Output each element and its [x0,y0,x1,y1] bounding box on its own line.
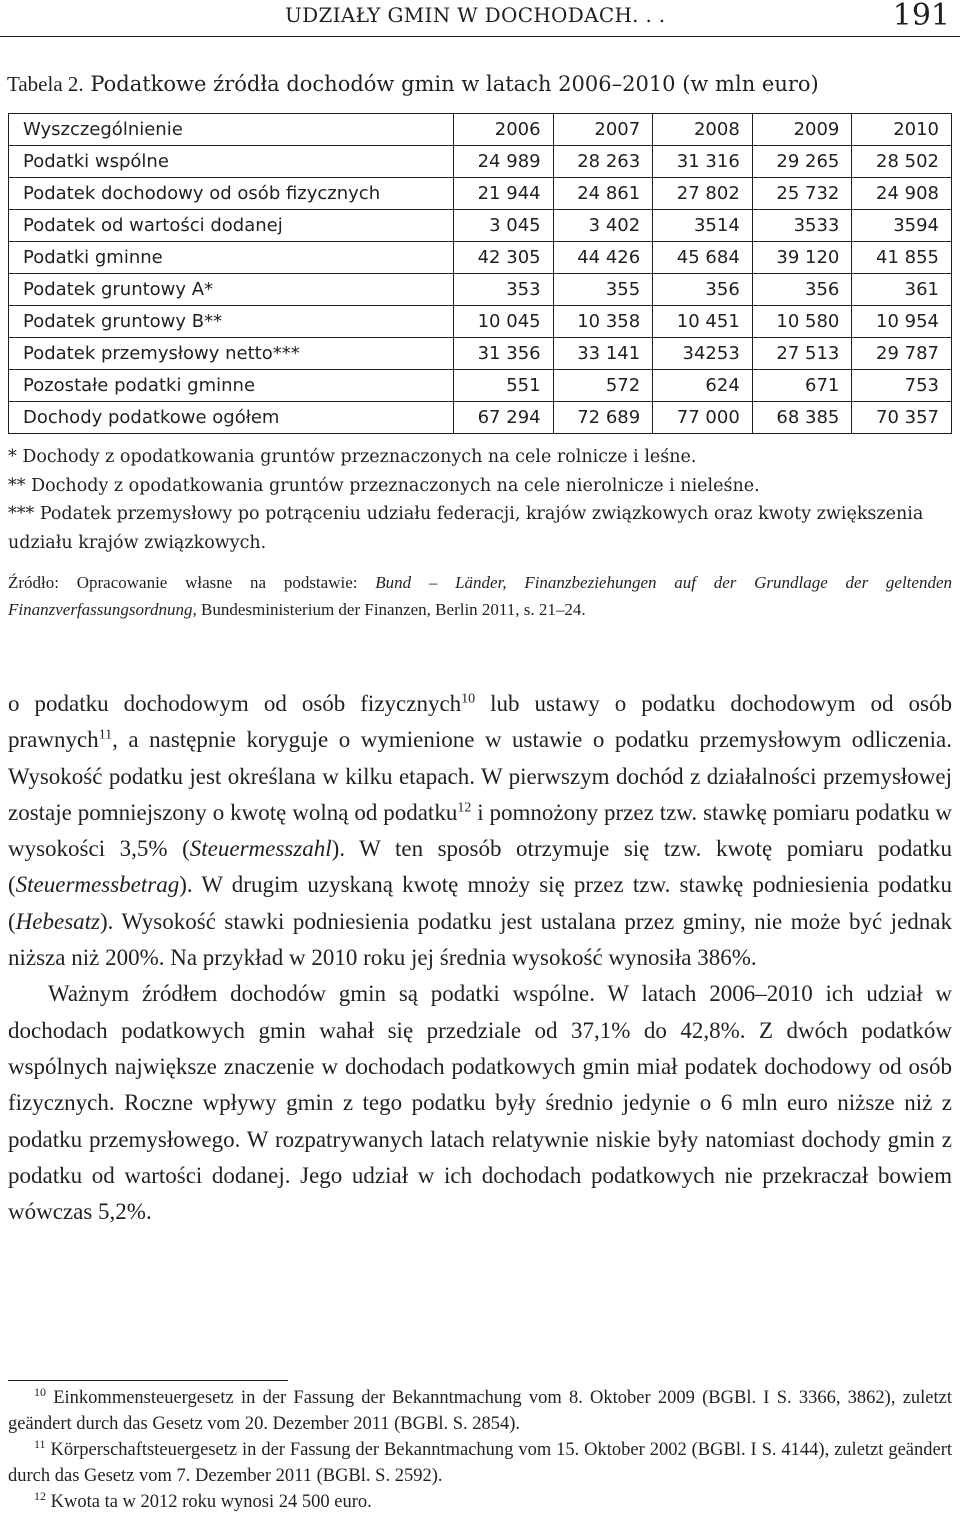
table-cell: 68 385 [752,402,852,434]
source-prefix: Źródło: Opracowanie własne na podstawie: [8,573,358,592]
row-label: Podatek przemysłowy netto*** [9,338,454,370]
table-row [9,402,952,434]
footnote [8,1385,952,1437]
table-cell: 34253 [653,338,753,370]
table-cell: 3533 [752,210,852,242]
row-label: Podatki wspólne [9,146,454,178]
footnote-text: Einkommensteuergesetz in der Fassung der Bekanntmachung vom 8. Oktober 2009 (BGBl. I S. 3366, 3862), zuletzt geändert durch das Gesetz vom 20. Dezember 2011 (BGBl. S. 2854). [8,1388,952,1434]
footnote-number: 10 [34,1384,46,1399]
header-rule [0,36,960,37]
table-cell: 24 989 [454,146,554,178]
table-cell: 356 [653,274,753,306]
footnotes [8,1385,952,1515]
text-run: , a następnie koryguje o wymienione w ustawie o podatku przemysłowym odliczenia. Wysokość podatku jest określana w kilku etapach. W pierwszym dochód z działalności przemysłowej zostaje pomniejszony o kwotę wolną od podatku [8,727,952,825]
table-cell: 21 944 [454,178,554,210]
text-run: ). W ten sposób otrzymuje się tzw. kwotę pomiaru podatku ( [8,836,952,898]
footnote-number: 11 [34,1436,46,1451]
column-header: 2008 [653,114,753,146]
table-cell: 29 787 [852,338,952,370]
table-cell: 39 120 [752,242,852,274]
row-label: Podatki gminne [9,242,454,274]
table-cell: 753 [852,370,952,402]
table-row [9,274,952,306]
table-cell: 3514 [653,210,753,242]
text-run: i pomnożony przez tzw. stawkę pomiaru podatku w wysokości 3,5% ( [8,799,952,862]
table-note: ** Dochody z opodatkowania gruntów przeznaczonych na cele nierolnicze i nieleśne. [8,475,760,496]
source-suffix: , Bundesministerium der Finanzen, Berlin 2011, s. 21–24. [192,600,586,619]
table-row [9,242,952,274]
table-cell: 551 [454,370,554,402]
table-cell: 3594 [852,210,952,242]
footnote-ref[interactable]: 11 [98,727,113,743]
table-row [9,178,952,210]
table-cell: 28 502 [852,146,952,178]
table-row [9,370,952,402]
footnote-text: Kwota ta w 2012 roku wynosi 24 500 euro. [50,1492,372,1512]
body-text [8,686,952,1230]
table-cell: 45 684 [653,242,753,274]
table-caption-text: Podatkowe źródła dochodów gmin w latach 2006–2010 (w mln euro) [90,72,819,96]
page-number: 191 [892,0,950,33]
footnote [8,1489,952,1515]
table-cell: 572 [553,370,653,402]
table-cell: 31 356 [454,338,554,370]
row-label: Pozostałe podatki gminne [9,370,454,402]
italic-term: Steuermesszahl [189,836,332,862]
table-cell: 44 426 [553,242,653,274]
text-run: ). Wysokość stawki podniesienia podatku jest ustalana przez gminy, nie może być jednak niższa niż 200%. Na przykład w 2010 roku jej średnia wysokość wynosiła 386%. [8,908,952,971]
column-header: Wyszczególnienie [9,114,454,146]
table-cell: 67 294 [454,402,554,434]
table-cell: 3 402 [553,210,653,242]
column-header: 2010 [852,114,952,146]
table-note: *** Podatek przemysłowy po potrąceniu udziału federacji, krajów związkowych oraz kwoty zwiększenia udziału krajów związkowych. [8,504,924,553]
table-cell: 72 689 [553,402,653,434]
table-cell: 27 802 [653,178,753,210]
table-cell: 355 [553,274,653,306]
running-title: UDZIAŁY GMIN W DOCHODACH. . . [285,3,666,27]
table-cell: 41 855 [852,242,952,274]
text-run: o podatku dochodowym od osób fizycznych [8,691,462,716]
table-cell: 25 732 [752,178,852,210]
italic-term: Hebesatz [15,908,100,934]
row-label: Podatek gruntowy B** [9,306,454,338]
source-title: Bund – Länder, Finanzbeziehungen auf der Grundlage der geltenden Finanzverfassungsordnung [8,573,953,619]
text-run: ). W drugim uzyskaną kwotę mnoży się przez tzw. stawkę podniesienia podatku ( [8,872,952,934]
table-cell: 33 141 [553,338,653,370]
column-header: 2006 [454,114,554,146]
footnote-number: 12 [34,1488,46,1503]
table-cell: 3 045 [454,210,554,242]
table-source [8,569,952,623]
table-cell: 77 000 [653,402,753,434]
table-cell: 29 265 [752,146,852,178]
body-paragraph: Ważnym źródłem dochodów gmin są podatki wspólne. W latach 2006–2010 ich udział w dochodach podatkowych gmin wahał się przedziale od 37,1% do 42,8%. Z dwóch podatków wspólnych największe znaczenie w dochodach podatkowych gmin miał podatek dochodowy od osób fizycznych. Roczne wpływy gmin z tego podatku były średnio jedynie o 6 mln euro niższe niż z podatku przemysłowego. W rozpatrywanych latach relatywnie niskie były natomiast dochody gmin z podatku od wartości dodanej. Jego udział w ich dochodach podatkowych nie przekraczał bowiem wówczas 5,2%. [8,981,952,1225]
table-cell: 10 954 [852,306,952,338]
table-row [9,338,952,370]
footnote-text: Körperschaftsteuergesetz in der Fassung der Bekanntmachung vom 15. Oktober 2002 (BGBl. I S. 4144), zuletzt geändert durch das Gesetz vom 7. Dezember 2011 (BGBl. S. 2592). [8,1440,953,1486]
table-cell: 361 [852,274,952,306]
table-cell: 10 045 [454,306,554,338]
running-header [0,0,960,40]
row-label: Podatek dochodowy od osób fizycznych [9,178,454,210]
column-header: 2007 [553,114,653,146]
table-cell: 353 [454,274,554,306]
table-cell: 10 358 [553,306,653,338]
row-label: Podatek gruntowy A* [9,274,454,306]
italic-term: Steuermessbetrag [15,872,180,898]
footnote-separator [8,1380,288,1381]
table-cell: 24 908 [852,178,952,210]
table-cell: 27 513 [752,338,852,370]
table-cell: 31 316 [653,146,753,178]
table-caption-label: Tabela 2. [7,72,84,96]
footnote [8,1437,952,1489]
table-caption [7,72,819,97]
table-cell: 624 [653,370,753,402]
table-row [9,146,952,178]
table-cell: 356 [752,274,852,306]
tax-revenue-table [8,113,952,434]
table-cell: 28 263 [553,146,653,178]
table-note: * Dochody z opodatkowania gruntów przeznaczonych na cele rolnicze i leśne. [8,447,697,467]
table-row [9,306,952,338]
row-label: Dochody podatkowe ogółem [9,402,454,434]
table-row [9,210,952,242]
column-header: 2009 [752,114,852,146]
body-paragraph [8,686,952,976]
table-cell: 70 357 [852,402,952,434]
table-cell: 10 580 [752,306,852,338]
table-cell: 10 451 [653,306,753,338]
table-cell: 671 [752,370,852,402]
text-run: lub ustawy o podatku dochodowym od osób prawnych [8,691,952,753]
footnote-ref[interactable]: 10 [461,691,476,707]
table-cell: 42 305 [454,242,554,274]
table-notes [8,443,952,557]
row-label: Podatek od wartości dodanej [9,210,454,242]
table-cell: 24 861 [553,178,653,210]
footnote-ref[interactable]: 12 [457,800,472,816]
table-header-row [9,114,952,146]
